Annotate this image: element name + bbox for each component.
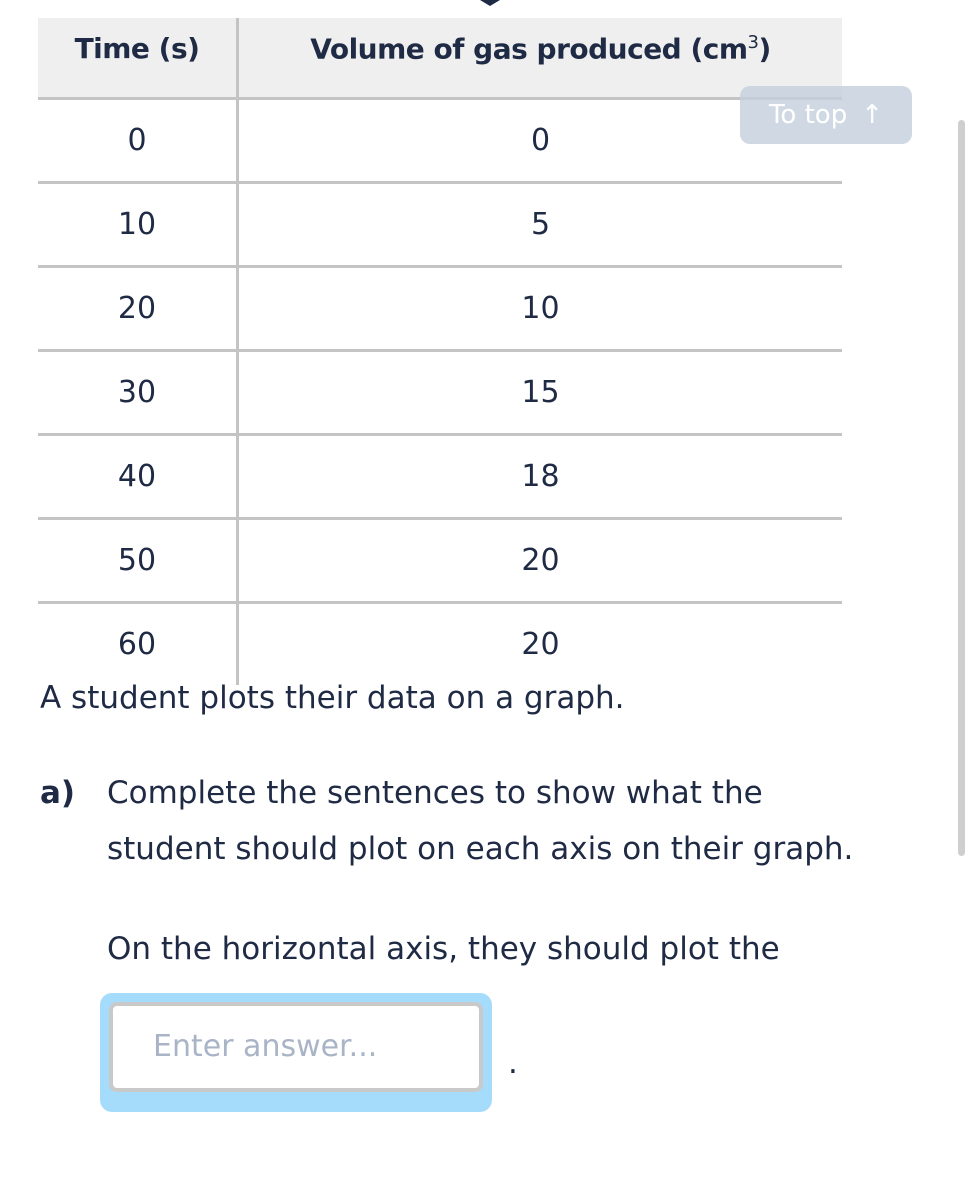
answer-input-focus-ring xyxy=(100,993,492,1112)
time-cell: 30 xyxy=(38,350,238,434)
question-label: a) xyxy=(40,775,76,811)
volume-cell: 18 xyxy=(238,434,843,518)
sentence-period: . xyxy=(508,1045,518,1081)
intro-text: A student plots their data on a graph. xyxy=(40,680,625,716)
table-row xyxy=(38,182,842,266)
time-cell: 50 xyxy=(38,518,238,602)
answer-input[interactable]: Enter answer... xyxy=(109,1002,483,1092)
to-top-button[interactable] xyxy=(740,86,912,144)
question-line-1: Complete the sentences to show what the xyxy=(107,775,763,811)
dropdown-caret-icon xyxy=(480,0,500,6)
data-table xyxy=(38,18,842,685)
table-row xyxy=(38,98,842,182)
volume-cell: 0 xyxy=(238,98,843,182)
header-volume: Volume of gas produced $(cm^3)$ xyxy=(238,18,843,98)
arrow-up-icon: ↑ xyxy=(861,100,884,130)
time-cell: 0 xyxy=(38,98,238,182)
volume-cell: 20 xyxy=(521,626,560,662)
table-row xyxy=(38,434,842,518)
time-cell: 60 xyxy=(38,602,238,685)
volume-cell: 20 xyxy=(238,518,843,602)
to-top-label: To top xyxy=(768,100,848,130)
volume-cell: 15 xyxy=(238,350,843,434)
volume-cell: 5 xyxy=(238,182,843,266)
time-cell: 20 xyxy=(38,266,238,350)
scrollbar[interactable] xyxy=(958,120,965,856)
horizontal-axis-sentence: On the horizontal axis, they should plot the xyxy=(107,931,780,967)
table-row xyxy=(38,266,842,350)
time-cell: 40 xyxy=(38,434,238,518)
header-time: Time (s) xyxy=(38,18,238,98)
time-cell: 10 xyxy=(38,182,238,266)
table-row xyxy=(38,602,842,685)
volume-cell: 10 xyxy=(238,266,843,350)
table-row xyxy=(38,518,842,602)
table-row xyxy=(38,350,842,434)
question-line-2: student should plot on each axis on their graph. xyxy=(107,831,854,867)
